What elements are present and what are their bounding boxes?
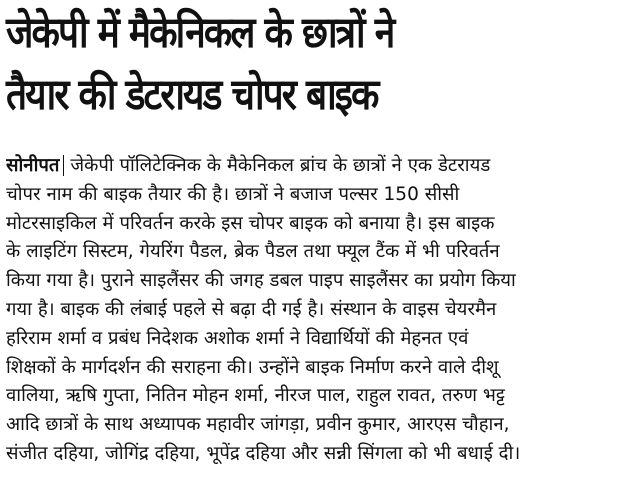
body-line: किया गया है। पुराने साइलैंसर की जगह डबल पाइप साइलैंसर का प्रयोग किया (6, 270, 516, 292)
body-line: गया है। बाइक की लंबाई पहले से बढ़ा दी गई है। संस्थान के वाइस चेयरमैन (6, 298, 497, 320)
headline-line: तैयार की डेटरायड चोपर बाइक (6, 70, 378, 120)
headline-line: जेकेपी में मैकेनिकल के छात्रों ने (6, 8, 394, 58)
body-line: शिक्षकों के मार्गदर्शन की सराहना की। उन्होंने बाइक निर्माण करने वाले दीशू (6, 356, 499, 378)
body-line: संजीत दहिया, जोगिंद्र दहिया, भूपेंद्र दहिया और सन्नी सिंगला को भी बधाई दी। (6, 442, 521, 464)
body-line: चोपर नाम की बाइक तैयार की है। छात्रों ने बजाज पल्सर 150 सीसी (6, 183, 460, 205)
body-line-text: जेकेपी पॉलिटेक्निक के मैकेनिकल ब्रांच के छात्रों ने एक डेटरायड (70, 155, 491, 176)
article-headline (6, 0, 529, 126)
dateline: सोनीपत (6, 155, 64, 176)
body-line: के लाइटिंग सिस्टम, गेयरिंग पैडल, ब्रेक पैडल तथा फ्यूल टैंक में भी परिवर्तन (6, 241, 500, 263)
article-body (6, 152, 614, 469)
body-line: वालिया, ऋषि गुप्ता, नितिन मोहन शर्मा, नीरज पाल, राहुल रावत, तरुण भट्ट (6, 385, 505, 407)
body-line: मोटरसाइकिल में परिवर्तन करके इस चोपर बाइक को बनाया है। इस बाइक (6, 212, 495, 234)
body-line (6, 152, 614, 181)
body-line: आदि छात्रों के साथ अध्यापक महावीर जांगड़ा, प्रवीन कुमार, आरएस चौहान, (6, 414, 510, 436)
body-line: हरिराम शर्मा व प्रबंध निदेशक अशोक शर्मा ने विद्यार्थियों की मेहनत एवं (6, 327, 469, 349)
